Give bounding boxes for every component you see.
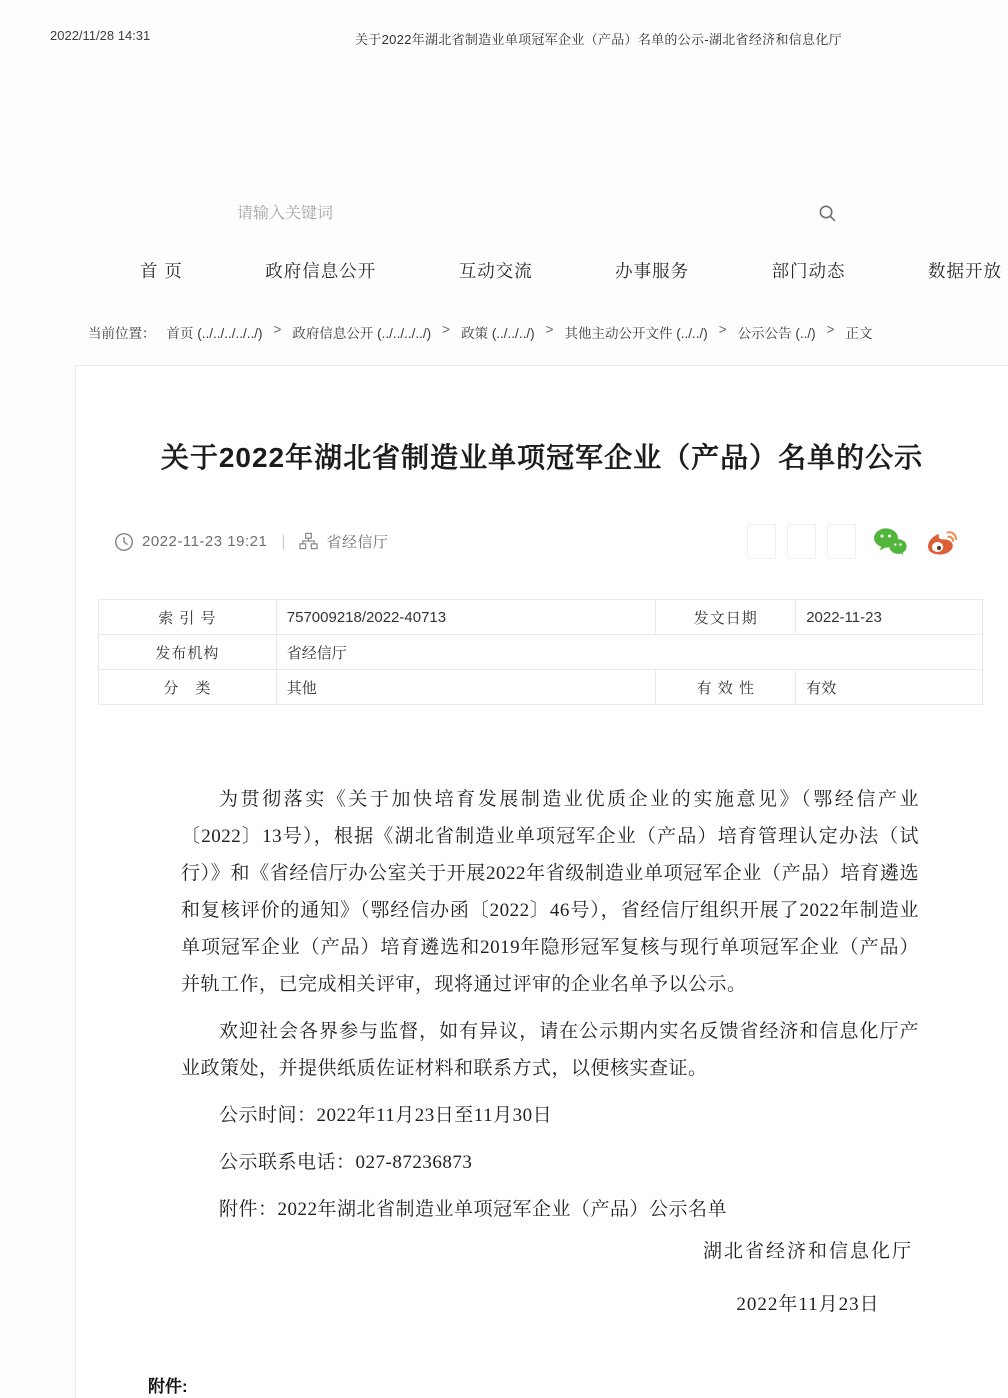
breadcrumb-current: 正文 <box>845 326 873 341</box>
print-timestamp: 2022/11/28 14:31 <box>50 28 151 43</box>
validity-value: 有效 <box>796 670 983 705</box>
table-row <box>99 600 983 635</box>
print-doc-title: 关于2022年湖北省制造业单项冠军企业（产品）名单的公示-湖北省经济和信息化厅 <box>355 32 842 47</box>
clock-icon <box>114 532 134 552</box>
article-card <box>75 365 1008 1398</box>
breadcrumb-separator: > <box>826 322 835 337</box>
notice-period-line: 公示时间：2022年11月23日至11月30日 <box>219 1105 553 1126</box>
breadcrumb-separator: > <box>545 322 554 337</box>
breadcrumb-gov-info[interactable]: 政府信息公开 (../../../../) <box>292 326 432 341</box>
article-meta-row <box>114 524 958 559</box>
breadcrumb-policy[interactable]: 政策 (../../../) <box>461 326 535 341</box>
nav-item-dept-news[interactable]: 部门动态 <box>771 261 846 281</box>
search-bar <box>237 200 847 228</box>
search-button[interactable] <box>815 203 839 227</box>
publisher-label: 发布机构 <box>99 635 277 670</box>
breadcrumb <box>88 322 998 342</box>
issue-date-value: 2022-11-23 <box>796 600 983 635</box>
paragraph: 欢迎社会各界参与监督，如有异议，请在公示期内实名反馈省经济和信息化厅产业政策处，并提供纸质佐证材料和联系方式，以便核实查证。 <box>181 1021 919 1079</box>
article-title: 关于2022年湖北省制造业单项冠军企业（产品）名单的公示 <box>160 442 924 473</box>
breadcrumb-home[interactable]: 首页 (../../../../../) <box>166 326 263 341</box>
signature-block <box>703 1236 913 1316</box>
article-body <box>181 781 919 1238</box>
source-name: 省经信厅 <box>326 534 389 551</box>
paragraph: 为贯彻落实《关于加快培育发展制造业优质企业的实施意见》（鄂经信产业〔2022〕13号），根据《湖北省制造业单项冠军企业（产品）培育管理认定办法（试行）》和《省经信厅办公室关于开展2022年省级制造业单项冠军企业（产品）培育遴选和复核评价的通知》（鄂经信办函〔2022〕46号），省经信厅组织开展了2022年制造业单项冠军企业（产品）培育遴选和2019年隐形冠军复核与现行单项冠军企业（产品）并轨工作，已完成相关评审，现将通过评审的企业名单予以公示。 <box>181 789 919 995</box>
validity-label: 有 效 性 <box>656 670 796 705</box>
nav-item-gov-info[interactable]: 政府信息公开 <box>265 261 377 281</box>
signature-date: 2022年11月23日 <box>736 1294 880 1315</box>
category-value: 其他 <box>276 670 656 705</box>
contact-phone-line: 公示联系电话：027-87236873 <box>219 1152 473 1173</box>
index-number-value: 757009218/2022-40713 <box>276 600 656 635</box>
document-meta-table <box>98 599 983 705</box>
category-label: 分 类 <box>99 670 277 705</box>
meta-divider: | <box>281 532 286 550</box>
issue-date-label: 发文日期 <box>656 600 796 635</box>
nav-item-open-data[interactable]: 数据开放 <box>927 261 1002 281</box>
publish-info <box>114 531 389 552</box>
publish-time: 2022-11-23 19:21 <box>142 533 268 550</box>
share-slot-2[interactable] <box>787 524 816 559</box>
index-number-label: 索 引 号 <box>99 600 277 635</box>
publisher-value: 省经信厅 <box>276 635 982 670</box>
main-nav <box>140 258 1002 283</box>
signature-org: 湖北省经济和信息化厅 <box>702 1241 913 1262</box>
search-input[interactable] <box>237 205 847 223</box>
share-slot-3[interactable] <box>827 524 856 559</box>
search-icon <box>818 211 837 226</box>
nav-item-home[interactable]: 首 页 <box>140 261 183 281</box>
breadcrumb-prefix: 当前位置： <box>88 326 156 341</box>
source-org-icon <box>299 532 318 551</box>
wechat-share-icon[interactable] <box>873 527 907 557</box>
nav-item-interaction[interactable]: 互动交流 <box>458 261 533 281</box>
attachment-line: 附件：2022年湖北省制造业单项冠军企业（产品）公示名单 <box>219 1199 728 1220</box>
weibo-share-icon[interactable] <box>924 527 958 557</box>
attachment-heading: 附件: <box>148 1377 188 1396</box>
breadcrumb-separator: > <box>718 322 727 337</box>
table-row <box>99 670 983 705</box>
breadcrumb-other-docs[interactable]: 其他主动公开文件 (../../) <box>564 326 708 341</box>
share-toolbar <box>747 524 958 559</box>
share-slot-1[interactable] <box>747 524 776 559</box>
table-row <box>99 635 983 670</box>
breadcrumb-separator: > <box>442 322 451 337</box>
breadcrumb-announcements[interactable]: 公示公告 (../) <box>737 326 816 341</box>
nav-item-services[interactable]: 办事服务 <box>615 261 690 281</box>
breadcrumb-separator: > <box>273 322 282 337</box>
